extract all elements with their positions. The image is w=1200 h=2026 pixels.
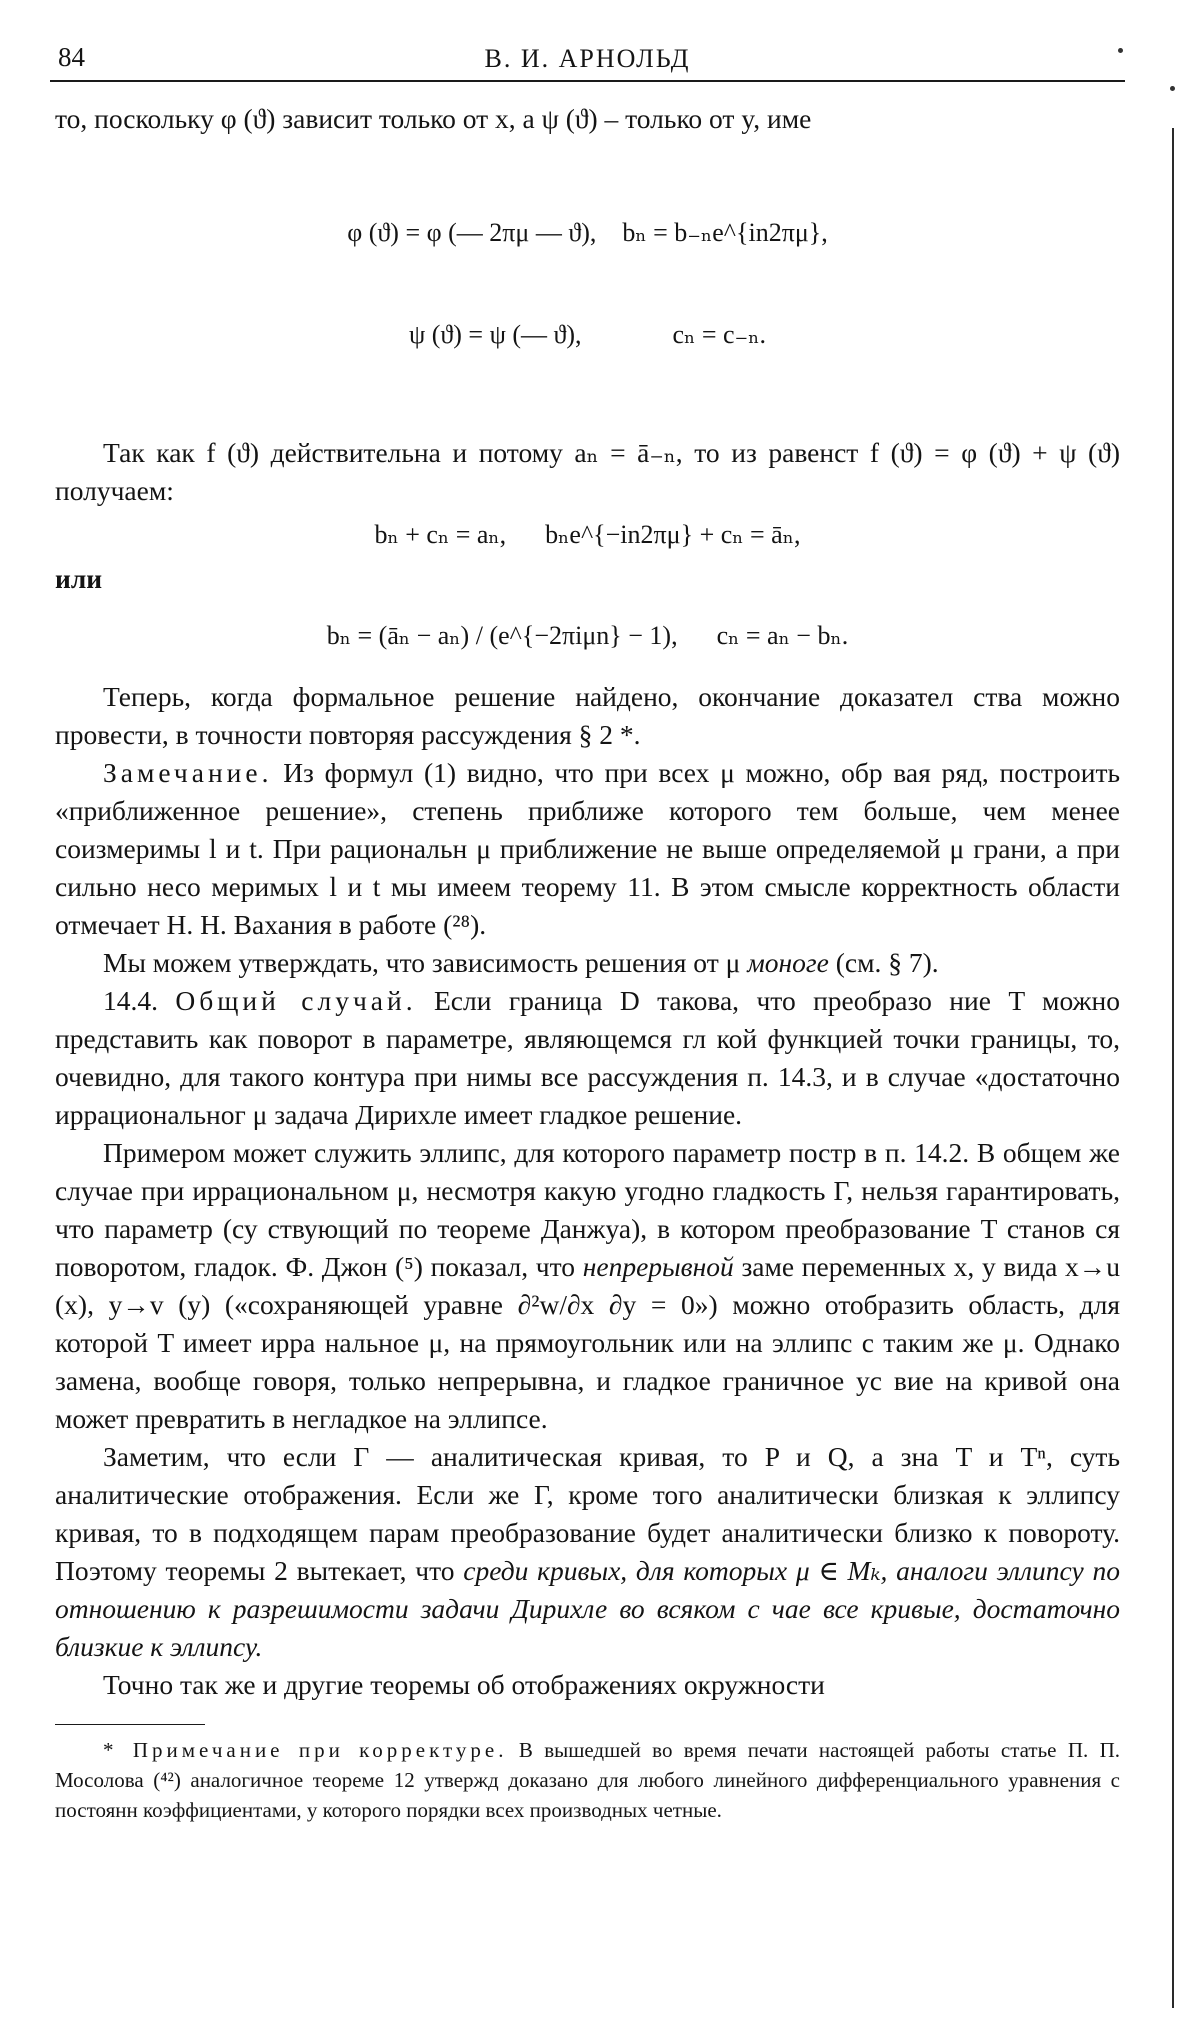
formula-line: φ (ϑ) = φ (— 2πμ — ϑ), bₙ = b₋ₙe^{in2πμ}, [347, 218, 828, 247]
connector-or: или [55, 563, 103, 594]
speck-mark [1170, 86, 1175, 91]
paragraph: Точно так же и другие теоремы об отображениях окружности [103, 1669, 825, 1700]
paragraph [55, 982, 1120, 1134]
formula-line: ψ (ϑ) = ψ (— ϑ), cₙ = c₋ₙ. [408, 320, 767, 349]
running-head: В. И. АРНОЛЬД [484, 44, 691, 73]
paragraph: Так как f (ϑ) действительна и потому aₙ = ā₋ₙ, то из равенст f (ϑ) = φ (ϑ) + ψ (ϑ) получаем: [55, 437, 1120, 506]
footnote [55, 1735, 1120, 1825]
italic-run: непрерывной [582, 1251, 734, 1282]
text-run: заме переменных x, y вида x→u (x), y→v (y) («сохраняющей уравне ∂²w/∂x ∂y = 0») можно отобразить область, для которой T имеет ирра нальное μ, на прямоугольник или на эллипс с таким же μ. Однако замена, вообще говоря, только непрерывна, и гладкое граничное ус вие на кривой она может превратить в негладкое на эллипсе. [55, 1251, 1120, 1434]
remark-text: Из формул (1) видно, что при всех μ можно, обр вая ряд, построить «приближенное решение», степень приближе которого тем больше, чем менее соизмеримы l и t. При рациональн μ приближение не выше определяемой μ грани, а при сильно несо меримых l и t мы имеем теорему 11. В этом смысле корректность области отмечает Н. Н. Вахания в работе (²⁸). [55, 757, 1120, 940]
main-text [55, 100, 1120, 1825]
paragraph [55, 754, 1120, 944]
page-header [50, 40, 1125, 82]
connector-word [55, 560, 1120, 598]
speck-mark [1118, 48, 1123, 53]
margin-rule [1172, 128, 1174, 2008]
text-run: Мы можем утверждать, что зависимость решения от μ [103, 947, 748, 978]
section-text: Если граница D такова, что преобразо ние T можно представить как поворот в параметре, являющемся гл кой функцией точки границы, то, очевидно, для такого контура при нимы все рассуждения п. 14.3, и в случае «достаточно иррациональног μ задача Дирихле имеет гладкое решение. [55, 985, 1120, 1130]
formula: bₙ + cₙ = aₙ, bₙe^{−in2πμ} + cₙ = āₙ, [374, 520, 801, 549]
paragraph [55, 944, 1120, 982]
paragraph [55, 1134, 1120, 1438]
paragraph: то, поскольку φ (ϑ) зависит только от x, а ψ (ϑ) – только от y, име [55, 103, 812, 134]
section-number: 14.4. [103, 985, 176, 1016]
section-title: Общий случай. [175, 985, 417, 1016]
paragraph [55, 1438, 1120, 1666]
italic-run: моноге [747, 947, 829, 978]
text-run: Примером может служить эллипс, для которого параметр постр в п. 14.2. В общем же случае при иррациональном μ, несмотря какую угодно гладкость Г, нельзя гарантировать, что параметр (су ствующий по теореме Данжуа), в котором преобразование T станов ся поворотом, гладок. Ф. Джон (⁵) показал, что [55, 1137, 1120, 1282]
italic-run: среди кривых, для которых μ ∈ Mₖ, аналоги эллипсу по отношению к разрешимости задачи Дирихле во всяком с чае все кривые, достаточно близкие к эллипсу. [55, 1555, 1120, 1662]
remark-keyword: Замечание. [103, 757, 273, 788]
paragraph: Теперь, когда формальное решение найдено, окончание доказател ства можно провести, в точности повторяя рассуждения § 2 *. [55, 681, 1120, 750]
formula [55, 148, 1120, 420]
footnote-text: В вышедшей во время печати настоящей работы статье П. П. Мосолова (⁴²) аналогичное теореме 12 утвержд доказано для любого линейного дифференциального уравнения с постоянн коэффициентами, у которого порядки всех производных четные. [55, 1738, 1120, 1822]
footnote-rule [55, 1724, 205, 1725]
text-run: (см. § 7). [828, 947, 939, 978]
formula: bₙ = (āₙ − aₙ) / (e^{−2πiμn} − 1), cₙ = aₙ − bₙ. [326, 621, 849, 650]
text-run: Заметим, что если Г — аналитическая кривая, то P и Q, а зна T и Tⁿ, суть аналитические отображения. Если же Г, кроме того аналитически близкая к эллипсу кривая, то в подходящем парам преобразование будет аналитически близко к повороту. Поэтому теоремы 2 вытекает, что [55, 1441, 1120, 1586]
footnote-keyword: * Примечание при корректуре. [103, 1738, 508, 1762]
page-number: 84 [58, 42, 85, 72]
